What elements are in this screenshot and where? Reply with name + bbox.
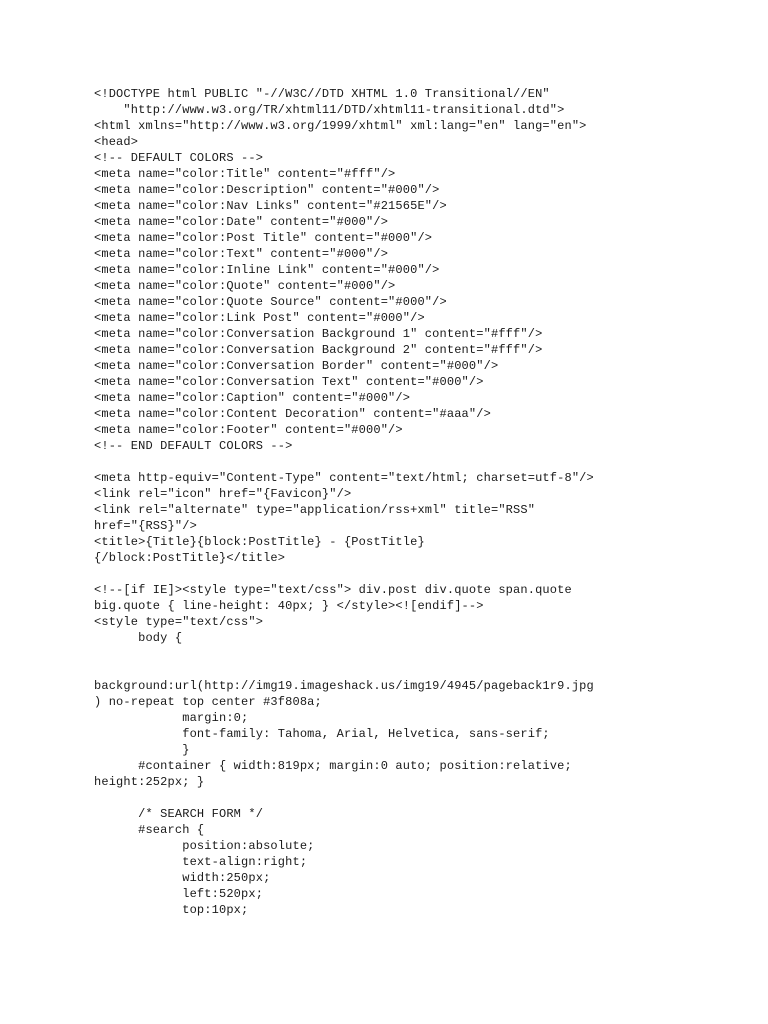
code-line: }	[94, 743, 190, 757]
code-line: #search {	[94, 823, 205, 837]
code-line: {/block:PostTitle}</title>	[94, 551, 286, 565]
code-line: <meta name="color:Post Title" content="#000"/>	[94, 231, 433, 245]
code-line: <html xmlns="http://www.w3.org/1999/xhtml" xml:lang="en" lang="en">	[94, 119, 587, 133]
blank-line	[94, 662, 734, 678]
code-line: background:url(http://img19.imageshack.us/img19/4945/pageback1r9.jpg	[94, 679, 594, 693]
blank-line	[94, 454, 734, 470]
code-line: body {	[94, 631, 183, 645]
code-line: position:absolute;	[94, 839, 315, 853]
code-line: margin:0;	[94, 711, 249, 725]
code-line: <meta name="color:Quote Source" content="#000"/>	[94, 295, 447, 309]
code-line: <meta name="color:Content Decoration" content="#aaa"/>	[94, 407, 491, 421]
code-line: <meta name="color:Quote" content="#000"/>	[94, 279, 396, 293]
code-line: <meta name="color:Conversation Text" content="#000"/>	[94, 375, 484, 389]
code-line: <meta name="color:Date" content="#000"/>	[94, 215, 389, 229]
code-line: <title>{Title}{block:PostTitle} - {PostTitle}	[94, 535, 425, 549]
code-line: <!--[if IE]><style type="text/css"> div.post div.quote span.quote	[94, 583, 572, 597]
code-line: big.quote { line-height: 40px; } </style><![endif]-->	[94, 599, 484, 613]
code-line: <meta name="color:Conversation Background 2" content="#fff"/>	[94, 343, 543, 357]
code-line: <meta name="color:Text" content="#000"/>	[94, 247, 389, 261]
blank-line	[94, 790, 734, 806]
code-line: <link rel="icon" href="{Favicon}"/>	[94, 487, 352, 501]
code-line: ) no-repeat top center #3f808a;	[94, 695, 322, 709]
code-line: <!-- DEFAULT COLORS -->	[94, 151, 264, 165]
code-line: <meta name="color:Conversation Border" content="#000"/>	[94, 359, 499, 373]
source-code-block	[94, 86, 734, 918]
code-line: #container { width:819px; margin:0 auto; position:relative;	[94, 759, 572, 773]
code-line: "http://www.w3.org/TR/xhtml11/DTD/xhtml11-transitional.dtd">	[94, 103, 565, 117]
code-line: <meta name="color:Footer" content="#000"/>	[94, 423, 403, 437]
code-line: <meta name="color:Description" content="#000"/>	[94, 183, 440, 197]
code-line: href="{RSS}"/>	[94, 519, 197, 533]
blank-line	[94, 566, 734, 582]
code-line: height:252px; }	[94, 775, 205, 789]
code-line: <!DOCTYPE html PUBLIC "-//W3C//DTD XHTML 1.0 Transitional//EN"	[94, 87, 550, 101]
code-line: <meta name="color:Link Post" content="#000"/>	[94, 311, 425, 325]
code-line: /* SEARCH FORM */	[94, 807, 264, 821]
code-line: text-align:right;	[94, 855, 308, 869]
code-line: <meta name="color:Conversation Background 1" content="#fff"/>	[94, 327, 543, 341]
code-line: <meta name="color:Inline Link" content="#000"/>	[94, 263, 440, 277]
code-line: <meta name="color:Nav Links" content="#21565E"/>	[94, 199, 447, 213]
code-line: <link rel="alternate" type="application/rss+xml" title="RSS"	[94, 503, 536, 517]
code-line: <head>	[94, 135, 139, 149]
code-line: <meta name="color:Caption" content="#000"/>	[94, 391, 411, 405]
blank-line	[94, 646, 734, 662]
code-line: top:10px;	[94, 903, 249, 917]
code-line: <!-- END DEFAULT COLORS -->	[94, 439, 293, 453]
code-line: <meta http-equiv="Content-Type" content="text/html; charset=utf-8"/>	[94, 471, 594, 485]
code-line: font-family: Tahoma, Arial, Helvetica, sans-serif;	[94, 727, 550, 741]
code-line: <style type="text/css">	[94, 615, 264, 629]
code-line: left:520px;	[94, 887, 264, 901]
code-line: <meta name="color:Title" content="#fff"/>	[94, 167, 396, 181]
code-line: width:250px;	[94, 871, 271, 885]
